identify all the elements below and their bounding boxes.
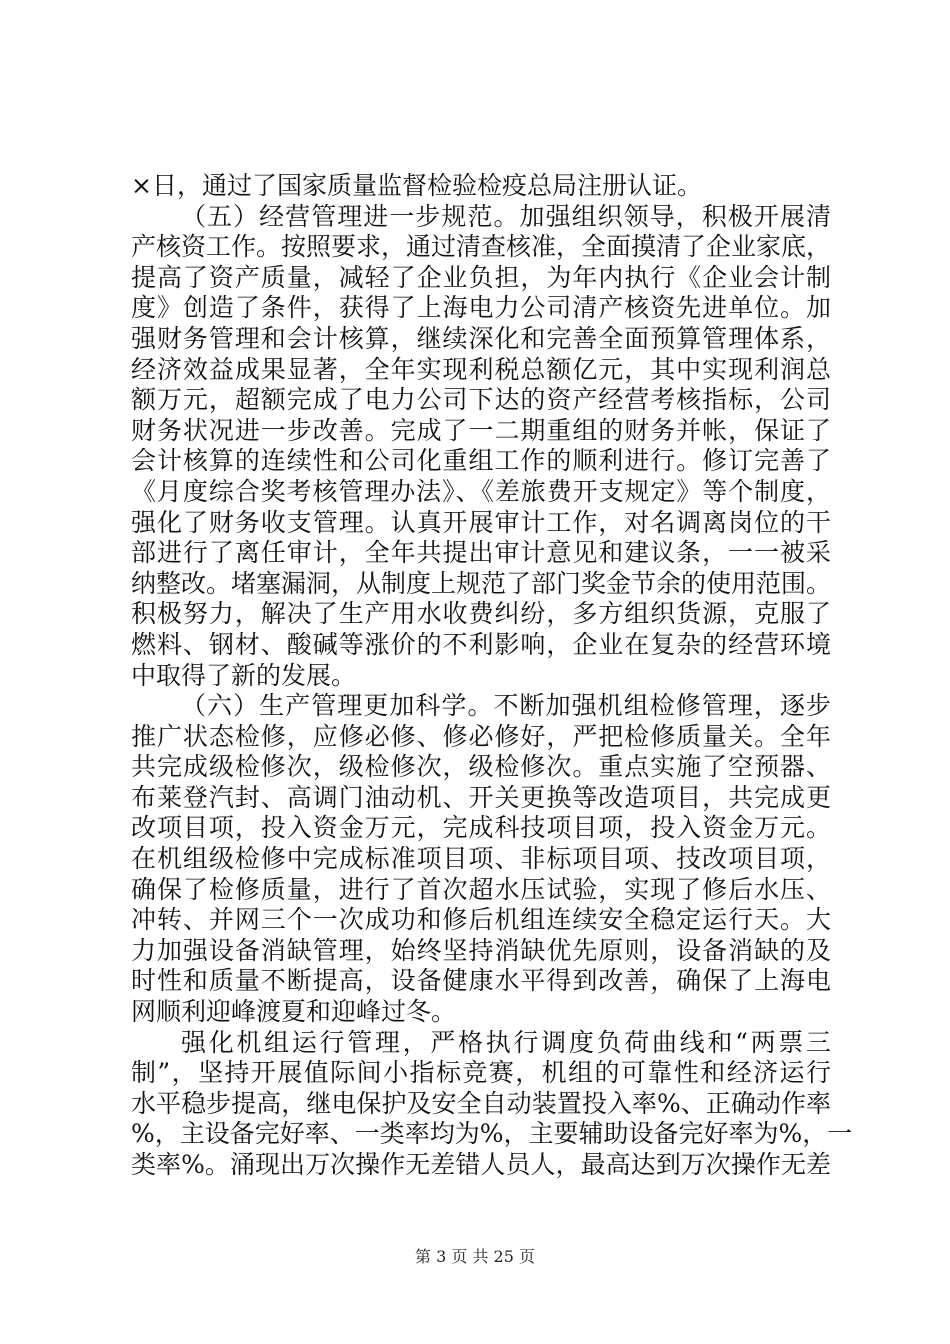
text-line: 中取得了新的发展。 bbox=[131, 660, 357, 690]
text-line: 产核资工作。按照要求，通过清查核准，全面摸清了企业家底， bbox=[131, 232, 832, 262]
text-line: %，主设备完好率、一类率均为%，主要辅助设备完好率为%，一 bbox=[131, 1119, 853, 1149]
text-line: 部进行了离任审计，全年共提出审计意见和建议条，一一被采 bbox=[131, 538, 831, 568]
text-line: ×日，通过了国家质量监督检验检疫总局注册认证。 bbox=[131, 171, 702, 200]
text-line: 《月度综合奖考核管理办法》、《差旅费开支规定》等个制度， bbox=[131, 476, 831, 506]
text-line: 制”，坚持开展值际间小指标竞赛，机组的可靠性和经济运行 bbox=[131, 1058, 831, 1088]
text-line: 财务状况进一步改善。完成了一二期重组的财务并帐，保证了 bbox=[131, 415, 831, 445]
document-body bbox=[131, 171, 853, 1181]
text-line: 确保了检修质量，进行了首次超水压试验，实现了修后水压、 bbox=[131, 874, 831, 904]
text-line: 网顺利迎峰渡夏和迎峰过冬。 bbox=[131, 997, 457, 1027]
text-line: 在机组级检修中完成标准项目项、非标项目项、技改项目项， bbox=[131, 844, 831, 874]
text-line: （五）经营管理进一步规范。加强组织领导，积极开展清 bbox=[181, 201, 831, 231]
text-line: 积极努力，解决了生产用水收费纠纷，多方组织货源，克服了 bbox=[131, 599, 831, 629]
page-number-footer: 第 3 页 共 25 页 bbox=[415, 1247, 535, 1266]
text-line: 强财务管理和会计核算，继续深化和完善全面预算管理体系， bbox=[131, 323, 831, 353]
text-line: 经济效益成果显著，全年实现利税总额亿元，其中实现利润总 bbox=[131, 354, 831, 384]
text-line: （六）生产管理更加科学。不断加强机组检修管理，逐步 bbox=[181, 691, 831, 721]
text-line: 强化机组运行管理，严格执行调度负荷曲线和“两票三 bbox=[181, 1027, 831, 1057]
text-line: 时性和质量不断提高，设备健康水平得到改善，确保了上海电 bbox=[131, 966, 831, 996]
text-line: 改项目项，投入资金万元，完成科技项目项，投入资金万元。 bbox=[131, 813, 831, 843]
text-line: 度》创造了条件，获得了上海电力公司清产核资先进单位。加 bbox=[131, 293, 831, 323]
text-line: 提高了资产质量，减轻了企业负担，为年内执行《企业会计制 bbox=[131, 262, 831, 292]
text-line: 布莱登汽封、高调门油动机、开关更换等改造项目，共完成更 bbox=[131, 782, 831, 812]
text-line: 会计核算的连续性和公司化重组工作的顺利进行。修订完善了 bbox=[131, 446, 831, 476]
text-line: 力加强设备消缺管理，始终坚持消缺优先原则，设备消缺的及 bbox=[131, 935, 831, 965]
text-line: 类率%。涌现出万次操作无差错人员人，最高达到万次操作无差 bbox=[131, 1150, 831, 1179]
text-line: 强化了财务收支管理。认真开展审计工作，对名调离岗位的干 bbox=[131, 507, 831, 537]
text-line: 燃料、钢材、酸碱等涨价的不利影响，企业在复杂的经营环境 bbox=[131, 629, 831, 659]
text-line: 额万元，超额完成了电力公司下达的资产经营考核指标，公司 bbox=[131, 385, 831, 415]
text-line: 纳整改。堵塞漏洞，从制度上规范了部门奖金节余的使用范围。 bbox=[131, 568, 832, 598]
text-line: 推广状态检修，应修必修、修必修好，严把检修质量关。全年 bbox=[131, 721, 831, 751]
text-line: 水平稳步提高，继电保护及安全自动装置投入率%、正确动作率 bbox=[131, 1088, 831, 1118]
text-line: 冲转、并网三个一次成功和修后机组连续安全稳定运行天。大 bbox=[131, 905, 831, 935]
text-line: 共完成级检修次，级检修次，级检修次。重点实施了空预器、 bbox=[131, 752, 831, 782]
